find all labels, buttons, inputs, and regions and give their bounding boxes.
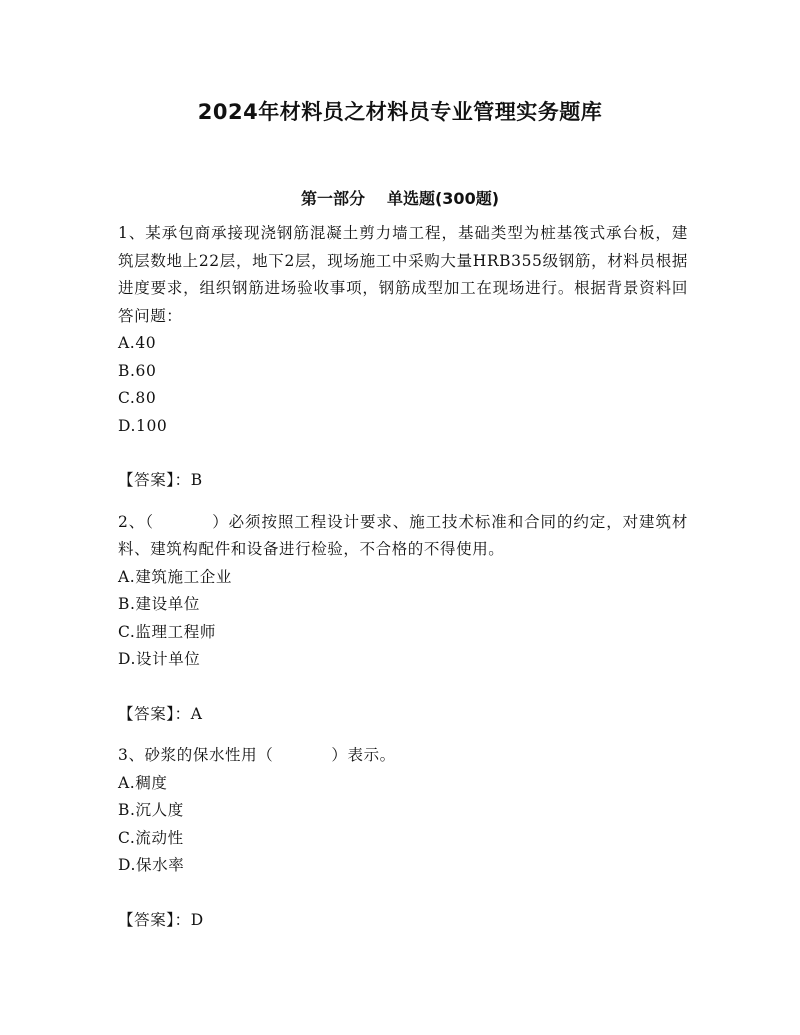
answer-line xyxy=(118,467,688,495)
question-stem xyxy=(118,509,688,564)
answer-value: A xyxy=(190,704,203,723)
option-b: B.建设单位 xyxy=(118,595,200,613)
question-stem-text: 2、（ xyxy=(118,512,154,531)
question-stem xyxy=(118,742,688,770)
option-b: B.60 xyxy=(118,361,157,380)
question-stem-text: 1、某承包商承接现浇钢筋混凝土剪力墙工程，基础类型为桩基筏式承台板，建筑层数地上22层，地下2层，现场施工中采购大量HRB355级钢筋，材料员根据进度要求，组织钢筋进场验收事项，钢筋成型加工在现场进行。根据背景资料回答问题： xyxy=(118,224,688,325)
question-1 xyxy=(118,220,688,495)
question-3 xyxy=(118,742,688,934)
option-d: D.设计单位 xyxy=(118,650,201,668)
option-list xyxy=(118,770,688,880)
answer-value: B xyxy=(190,471,203,489)
option-d: D.100 xyxy=(118,416,168,435)
answer-line xyxy=(118,701,688,729)
answer-label: 【答案】： xyxy=(118,471,191,489)
question-stem-text: 3、砂浆的保水性用（ xyxy=(118,746,274,764)
option-list xyxy=(118,330,688,440)
answer-line xyxy=(118,907,688,935)
question-stem-suffix: ）表示。 xyxy=(331,746,396,764)
option-list xyxy=(118,564,688,674)
option-a: A.稠度 xyxy=(118,773,168,792)
option-c: C.80 xyxy=(118,389,157,407)
section-name: 单选题(300题) xyxy=(386,189,500,208)
option-c: C.监理工程师 xyxy=(118,622,216,641)
option-a: A.40 xyxy=(118,334,157,352)
document-title: 2024年材料员之材料员专业管理实务题库 xyxy=(197,100,603,124)
option-b: B.沉人度 xyxy=(118,801,184,819)
section-title xyxy=(0,186,800,209)
option-d: D.保水率 xyxy=(118,856,185,874)
section-part: 第一部分 xyxy=(300,189,365,208)
answer-label: 【答案】： xyxy=(118,704,191,723)
option-a: A.建筑施工企业 xyxy=(118,567,232,586)
question-stem xyxy=(118,220,688,330)
question-stem-suffix: ）必须按照工程设计要求、施工技术标准和合同的约定，对建筑材料、建筑构配件和设备进行检验，不合格的不得使用。 xyxy=(118,512,688,558)
question-2 xyxy=(118,509,688,729)
option-c: C.流动性 xyxy=(118,828,184,847)
answer-label: 【答案】： xyxy=(118,910,191,929)
answer-value: D xyxy=(190,910,204,929)
question-list xyxy=(118,220,688,948)
